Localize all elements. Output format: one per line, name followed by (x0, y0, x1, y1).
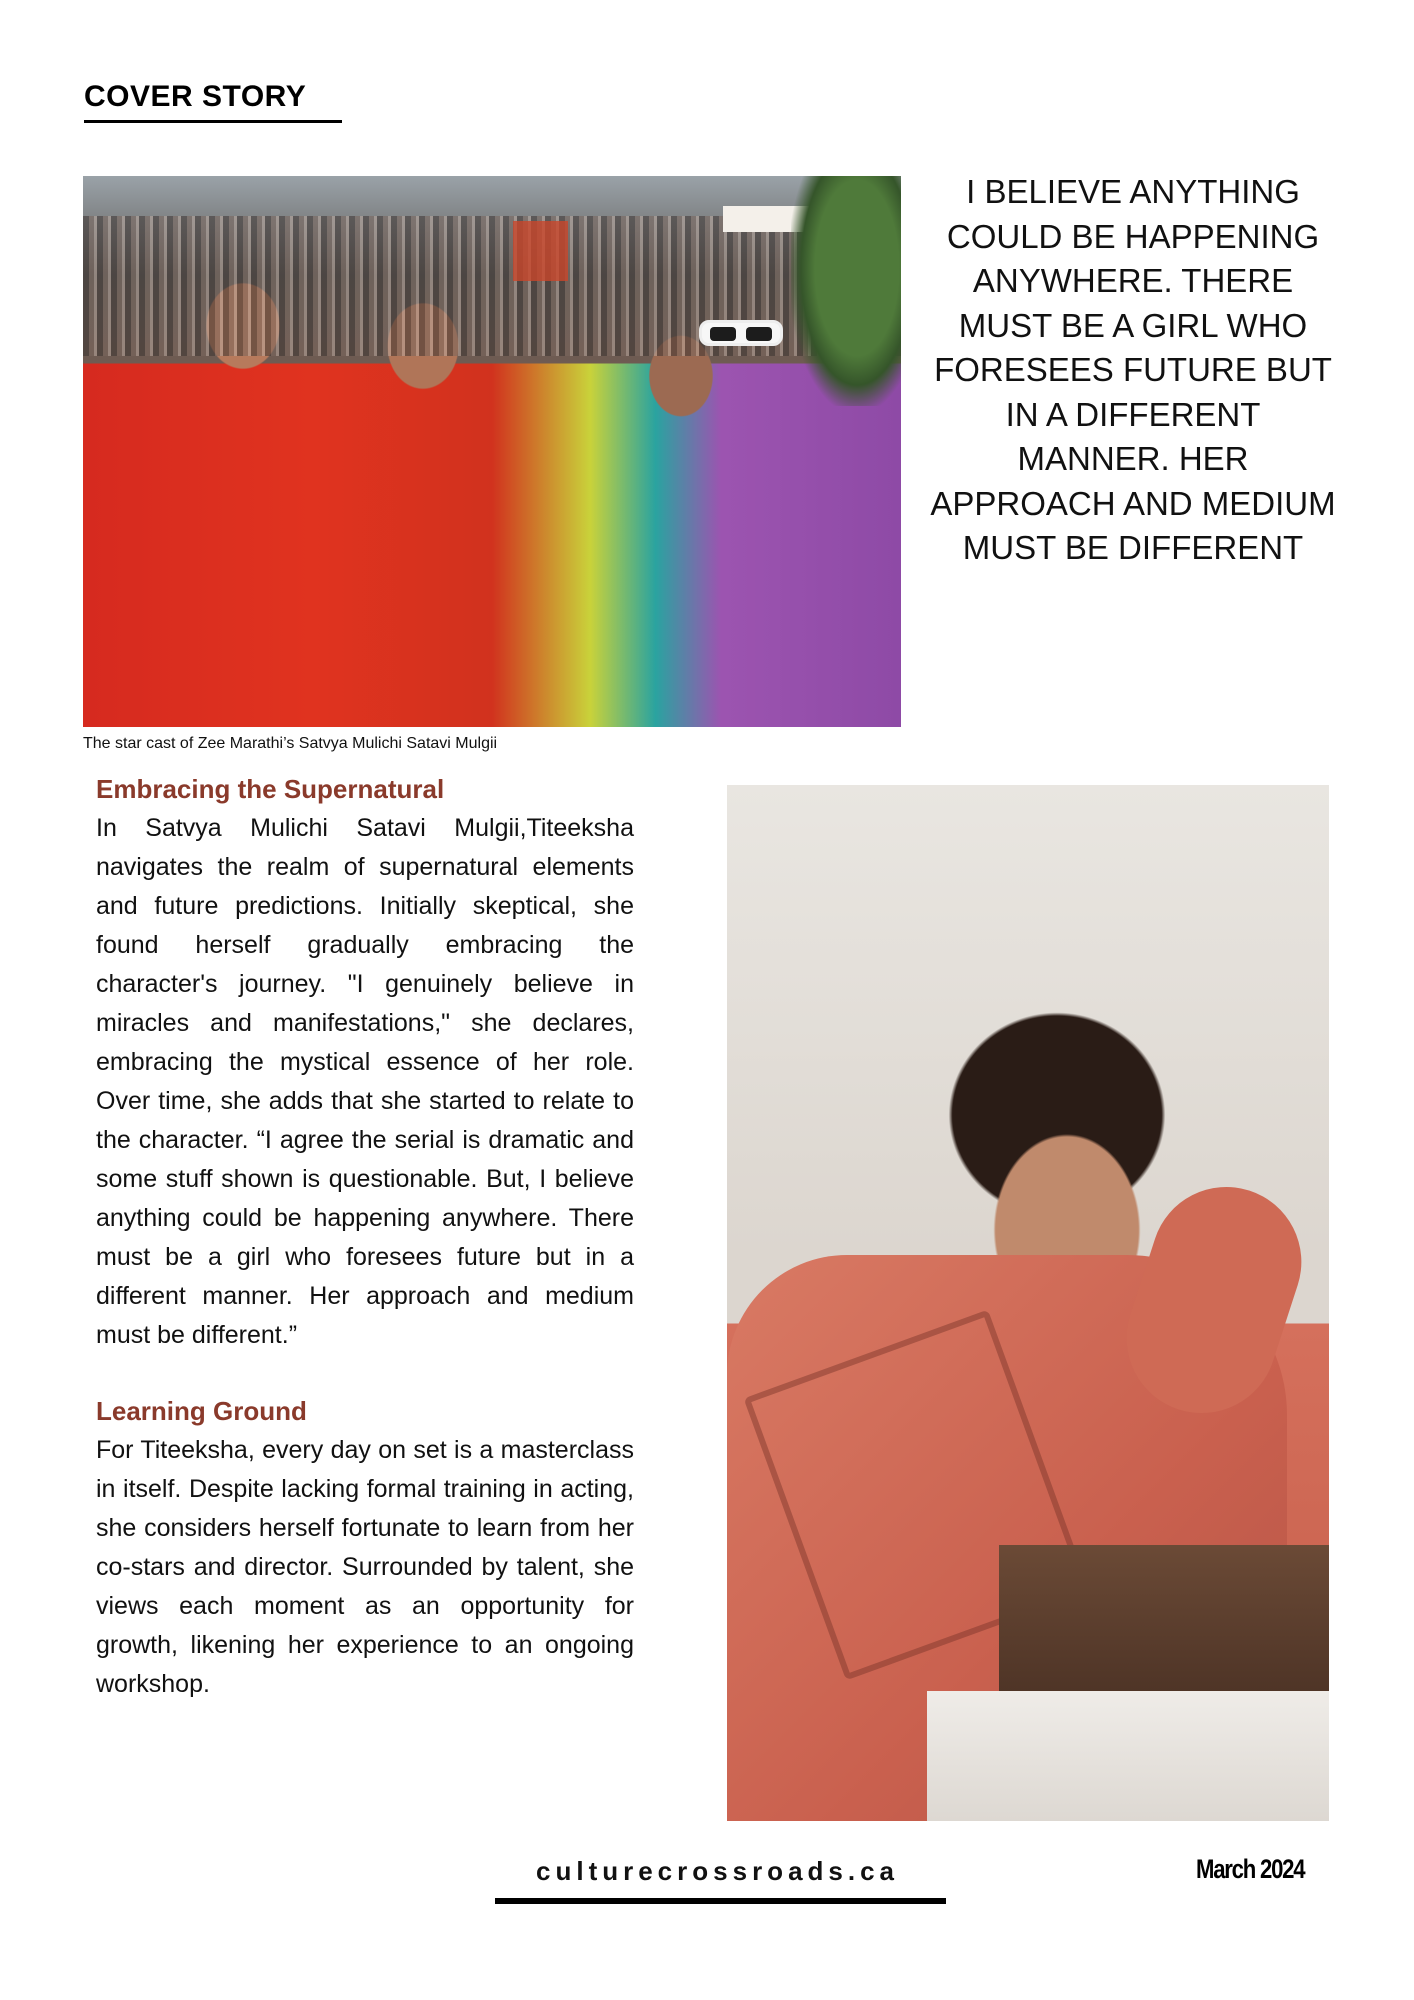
paragraph-learning: For Titeeksha, every day on set is a masterclass in itself. Despite lacking formal training in acting, she considers herself fortunate to learn from her co-stars and director. Surrounded by talent, she views each moment as an opportunity for growth, likening her experience to an ongoing workshop. (96, 1436, 634, 1698)
headboard (999, 1545, 1329, 1695)
footer-website: culturecrossroads.ca (536, 1856, 900, 1886)
sunglasses (699, 320, 783, 346)
section-label: COVER STORY (84, 80, 307, 113)
section-underline (84, 120, 342, 123)
footer-underline (495, 1898, 946, 1904)
portrait-photo (727, 785, 1329, 1821)
article-body (96, 771, 634, 1704)
photo-caption: The star cast of Zee Marathi’s Satvya Mulichi Satavi Mulgii (83, 735, 498, 752)
banner (513, 221, 568, 281)
tree (791, 176, 901, 406)
pull-quote: I BELIEVE ANYTHING COULD BE HAPPENING ANYWHERE. THERE MUST BE A GIRL WHO FORESEES FUTURE BUT IN A DIFFERENT MANNER. HER APPROACH AND MEDIUM MUST BE DIFFERENT (930, 173, 1336, 566)
paragraph-supernatural: In Satvya Mulichi Satavi Mulgii,Titeeksha navigates the realm of supernatural elements and future predictions. Initially skeptical, she found herself gradually embracing the character's journey. "I genuinely believe in miracles and manifestations," she declares, embracing the mystical essence of her role. Over time, she adds that she started to relate to the character. “I agree the serial is dramatic and some stuff shown is questionable. But, I believe anything could be happening anywhere. There must be a girl who foresees future but in a different manner. Her approach and medium must be different.” (96, 814, 634, 1349)
footer-issue-date: March 2024 (1196, 1854, 1305, 1884)
cast-photo (83, 176, 901, 727)
section-heading-learning: Learning Ground (96, 1396, 307, 1426)
section-heading-supernatural: Embracing the Supernatural (96, 774, 445, 804)
bedsheet (927, 1691, 1329, 1821)
